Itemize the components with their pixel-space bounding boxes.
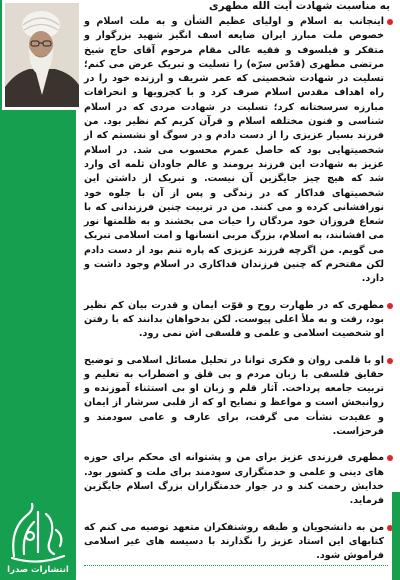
- paragraph-text: مطهری فرزندی عزیز برای من و پشتوانه ای محکم برای حوزه های دینی و علمی و خدمتگزاری سودمند برای ملت و کشور بود. خدایش رحمت کند و در جوار خدمتگزاران بزرگ اسلام جایگزین فرماید.: [84, 452, 384, 507]
- logo-caption: انتشارات صدرا: [7, 565, 69, 575]
- paragraph-5: [84, 521, 392, 564]
- corner-accent-bar: [392, 492, 400, 580]
- paragraph-text: مطهری که در طهارت روح و قوّت ایمان و قدرت بیان کم نظیر بود، رفت و به ملأ اعلی پیوست. لکن بدخواهان بدانند که با رفتن او شخصیت اسلامی و علمی و فلسفی اش نمی رود.: [84, 299, 384, 340]
- portrait-photo: [2, 0, 82, 110]
- calligraphy-logo-icon: [4, 500, 72, 576]
- bullet-icon: [387, 303, 393, 309]
- publisher-logo: [4, 500, 72, 576]
- paragraph-4: [84, 451, 392, 508]
- bullet-icon: [387, 358, 393, 364]
- portrait-figure: [5, 3, 79, 107]
- quote-body: [84, 15, 392, 560]
- paragraph-1: [84, 15, 392, 287]
- bullet-icon: [387, 19, 393, 25]
- page-title: به مناسبت شهادت آیت الله مطهری: [209, 0, 390, 12]
- paragraph-2: [84, 299, 392, 342]
- paragraph-text: اینجانب به اسلام و اولیای عظیم الشأن و به ملت اسلام و خصوص ملت مبارز ایران ضایعه اسف انگیز شهید بزرگوار و متفکر و فیلسوف و فقیه عالی مقام مرحوم آقای حاج شیخ مرتضی مطهری (قدّس سرّه) را تسلیت و تبریک عرض می کنم؛ تسلیت در شهادت شخصیتی که عمر شریف و ارزنده خود را در راه اهداف مقدس اسلام صرف کرد و با کجرویها و انحرافات مبارزه سرسختانه کرد؛ تسلیت در شهادت مردی که در اسلام شناسی و فنون مختلفه اسلام و قرآن کریم کم نظیر بود. من فرزند بسیار عزیزی را از دست دادم و در سوگ او نشستم که از شخصیتهایی بود که حاصل عمرم محسوب می شد. در اسلام عزیز به شهادت این فرزند برومند و عالم جاودان ثلمه ای وارد شد که هیچ چیز جایگزین آن نیست. و تبریک از داشتن این شخصیتهای فداکار که در زندگی و پس از آن با جلوه خود نورافشانی کرده و می کنند. من در تربیت چنین فرزندانی که با شعاع فروزان خود مردگان را حیات می بخشند و به ظلمتها نور می افشانند، به اسلام، بزرگ مربی انسانها و امت اسلامی تبریک می گویم. من اگرچه فرزند عزیزی که پاره تنم بود از دست دادم لکن مفتخرم که چنین فرزندان فداکاری در اسلام وجود داشت و دارد.: [84, 16, 384, 285]
- footer-divider: [84, 565, 388, 566]
- bullet-icon: [387, 455, 393, 461]
- paragraph-text: من به دانشجویان و طبقه روشنفکران متعهد توصیه می کنم که کتابهای این استاد عزیز را نگذارند با دسیسه های غیر اسلامی فراموش شود.: [84, 521, 384, 562]
- paragraph-text: او با قلمی روان و فکری توانا در تحلیل مسائل اسلامی و توضیح حقایق فلسفی با زبان مردم و بی قلق و اضطراب به تعلیم و تربیت جامعه پرداخت. آثار قلم و زبان او بی استثناء آموزنده و روانبخش است و مواعظ و نصایح او که از قلبی سرشار از ایمان و عقیدت نشأت می گرفت، برای عارف و عامی سودمند و فرحزاست.: [84, 354, 384, 438]
- paragraph-3: [84, 354, 392, 440]
